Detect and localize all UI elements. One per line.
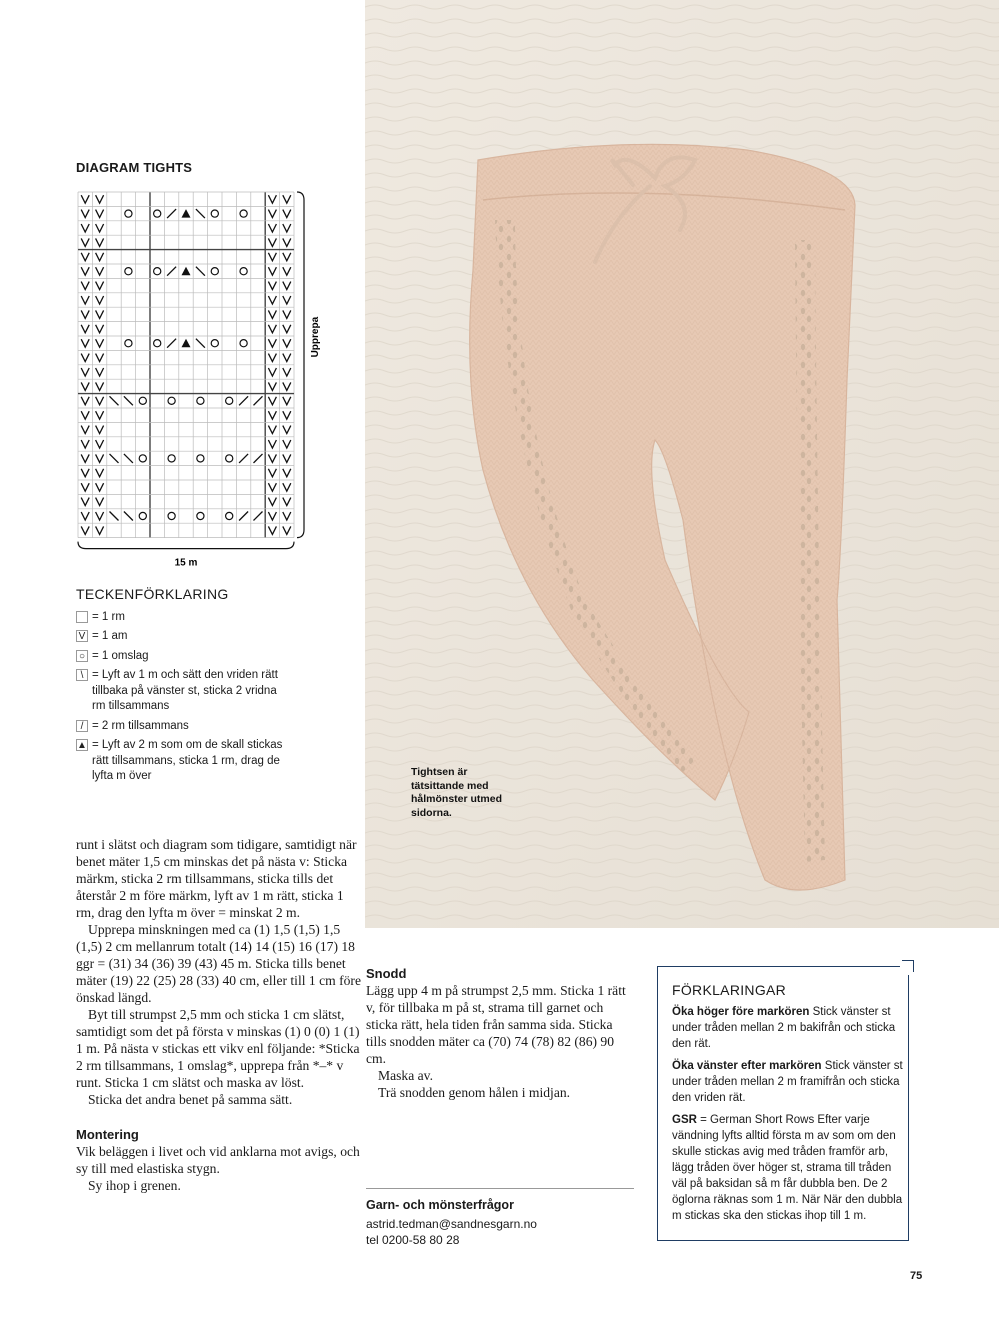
purl-symbol xyxy=(81,238,89,246)
purl-symbol xyxy=(96,354,104,362)
purl-symbol xyxy=(81,382,89,390)
purl-symbol xyxy=(96,325,104,333)
width-label: 15 m xyxy=(174,557,198,569)
purl-symbol xyxy=(283,483,291,491)
k2tog-symbol xyxy=(239,454,248,463)
purl-symbol xyxy=(81,411,89,419)
purl-symbol xyxy=(268,512,276,520)
purl-symbol xyxy=(81,440,89,448)
back-slash-icon: \ xyxy=(76,669,88,681)
yarnover-symbol xyxy=(197,455,204,462)
box-corner-fold xyxy=(902,960,914,972)
cdd-symbol xyxy=(182,339,191,348)
purl-symbol xyxy=(81,512,89,520)
purl-symbol xyxy=(283,411,291,419)
purl-symbol xyxy=(283,310,291,318)
montering-heading: Montering xyxy=(76,1127,139,1142)
purl-symbol xyxy=(283,296,291,304)
purl-symbol xyxy=(268,469,276,477)
v-mark-icon: V xyxy=(76,630,88,642)
cdd-symbol xyxy=(182,267,191,276)
yarnover-symbol xyxy=(240,268,247,275)
k2tog-symbol xyxy=(239,512,248,521)
yarnover-symbol xyxy=(139,512,146,519)
yarnover-symbol xyxy=(139,455,146,462)
explanation-item xyxy=(672,1004,904,1052)
purl-symbol xyxy=(268,282,276,290)
yarnover-symbol xyxy=(226,512,233,519)
legend-text: = 1 am xyxy=(92,630,128,642)
purl-symbol xyxy=(283,498,291,506)
purl-symbol xyxy=(268,238,276,246)
yarnover-symbol xyxy=(240,340,247,347)
purl-symbol xyxy=(96,310,104,318)
purl-symbol xyxy=(96,454,104,462)
purl-symbol xyxy=(96,483,104,491)
purl-symbol xyxy=(268,310,276,318)
circle-icon: ○ xyxy=(76,650,88,662)
purl-symbol xyxy=(96,469,104,477)
purl-symbol xyxy=(268,354,276,362)
yarnover-symbol xyxy=(211,268,218,275)
ssk-symbol xyxy=(196,209,205,218)
yarnover-symbol xyxy=(139,397,146,404)
purl-symbol xyxy=(81,253,89,261)
purl-symbol xyxy=(268,382,276,390)
legend-text: = Lyft av 1 m och sätt den vriden rätt tillbaka på vänster st, sticka 2 vridna rm tillsammans xyxy=(92,669,278,712)
purl-symbol xyxy=(81,397,89,405)
explanation-term: GSR xyxy=(672,1114,697,1126)
purl-symbol xyxy=(283,426,291,434)
paragraph: runt i slätst och diagram som tidigare, samtidigt när benet mäter 1,5 cm minskas det på nästa v: Sticka märkm, sticka 2 rm tillsammans, sticka tills det återstår 2 m före märkm, lyft av 1 m rätt, sticka 1 rm, drag den lyfta m över = minskat 2 m. xyxy=(76,837,357,920)
purl-symbol xyxy=(81,296,89,304)
purl-symbol xyxy=(268,325,276,333)
diagram-title: DIAGRAM TIGHTS xyxy=(76,160,193,175)
photo-caption: Tightsen är tätsittande med hålmönster utmed sidorna. xyxy=(411,766,503,819)
purl-symbol xyxy=(96,224,104,232)
yarnover-symbol xyxy=(154,340,161,347)
purl-symbol xyxy=(283,354,291,362)
purl-symbol xyxy=(268,195,276,203)
ssk-symbol xyxy=(124,396,133,405)
legend-text: = Lyft av 2 m som om de skall stickas rätt tillsammans, sticka 1 rm, drag de lyfta m över xyxy=(92,739,283,782)
yarnover-symbol xyxy=(226,397,233,404)
k2tog-symbol xyxy=(254,396,263,405)
purl-symbol xyxy=(81,195,89,203)
purl-symbol xyxy=(96,526,104,534)
k2tog-symbol xyxy=(167,339,176,348)
purl-symbol xyxy=(283,267,291,275)
yarnover-symbol xyxy=(168,455,175,462)
yarnover-symbol xyxy=(211,340,218,347)
purl-symbol xyxy=(81,368,89,376)
purl-symbol xyxy=(283,253,291,261)
k2tog-symbol xyxy=(167,267,176,276)
purl-symbol xyxy=(96,512,104,520)
k2tog-symbol xyxy=(254,454,263,463)
purl-symbol xyxy=(96,426,104,434)
yarnover-symbol xyxy=(211,210,218,217)
paragraph: Trä snodden genom hålen i midjan. xyxy=(378,1085,571,1100)
purl-symbol xyxy=(268,498,276,506)
explanations-content xyxy=(672,982,904,1230)
purl-symbol xyxy=(283,282,291,290)
purl-symbol xyxy=(283,210,291,218)
purl-symbol xyxy=(81,526,89,534)
k2tog-symbol xyxy=(239,396,248,405)
purl-symbol xyxy=(283,339,291,347)
page-number: 75 xyxy=(910,1270,923,1282)
purl-symbol xyxy=(283,195,291,203)
purl-symbol xyxy=(268,483,276,491)
ssk-symbol xyxy=(196,267,205,276)
purl-symbol xyxy=(81,426,89,434)
yarnover-symbol xyxy=(168,512,175,519)
k2tog-symbol xyxy=(254,512,263,521)
purl-symbol xyxy=(268,454,276,462)
purl-symbol xyxy=(96,397,104,405)
contact-title: Garn- och mönsterfrågor xyxy=(366,1198,514,1212)
purl-symbol xyxy=(81,282,89,290)
contact-phone: tel 0200-58 80 28 xyxy=(366,1233,460,1247)
legend-text: = 1 rm xyxy=(92,611,125,623)
purl-symbol xyxy=(283,368,291,376)
purl-symbol xyxy=(283,325,291,333)
paragraph: Lägg upp 4 m på strumpst 2,5 mm. Sticka 1 rätt v, för tillbaka m på st, strama till garnet och sticka rätt, hela tiden från samma sida. Sticka tills snodden mäter ca (70) 74 (78) 82 (86) 90 cm. xyxy=(366,983,626,1066)
purl-symbol xyxy=(268,526,276,534)
purl-symbol xyxy=(81,267,89,275)
instructions-column-2 xyxy=(366,965,636,1101)
paragraph: Byt till strumpst 2,5 mm och sticka 1 cm slätst, samtidigt som det på första v minskas (1) 0 (0) 1 (1) 1 m. På nästa v stickas ett vikv enl följande: *Sticka 2 rm tillsammans, 1 omslag*, upprepa från *–* v runt. Sticka 1 cm slätst och maska av löst. xyxy=(76,1007,360,1090)
purl-symbol xyxy=(268,296,276,304)
purl-symbol xyxy=(268,267,276,275)
purl-symbol xyxy=(268,339,276,347)
purl-symbol xyxy=(81,354,89,362)
paragraph: Vik beläggen i livet och vid anklarna mot avigs, och sy till med elastiska stygn. xyxy=(76,1144,360,1176)
purl-symbol xyxy=(268,253,276,261)
purl-symbol xyxy=(96,368,104,376)
purl-symbol xyxy=(283,469,291,477)
legend-text: = 1 omslag xyxy=(92,650,149,662)
empty-square-icon xyxy=(76,611,88,623)
purl-symbol xyxy=(268,411,276,419)
yarnover-symbol xyxy=(168,397,175,404)
explanation-term: Öka vänster efter markören xyxy=(672,1060,822,1072)
purl-symbol xyxy=(268,224,276,232)
purl-symbol xyxy=(81,498,89,506)
purl-symbol xyxy=(96,440,104,448)
width-bracket xyxy=(78,542,294,549)
paragraph: Sy ihop i grenen. xyxy=(88,1178,181,1193)
purl-symbol xyxy=(96,382,104,390)
purl-symbol xyxy=(81,210,89,218)
ssk-symbol xyxy=(124,512,133,521)
purl-symbol xyxy=(96,238,104,246)
purl-symbol xyxy=(283,224,291,232)
explanation-text: Stick vänster st under tråden mellan 2 m framifrån och sticka den vriden rät. xyxy=(672,1060,903,1104)
purl-symbol xyxy=(96,498,104,506)
k2tog-symbol xyxy=(167,209,176,218)
yarnover-symbol xyxy=(240,210,247,217)
purl-symbol xyxy=(96,296,104,304)
purl-symbol xyxy=(81,339,89,347)
purl-symbol xyxy=(81,469,89,477)
purl-symbol xyxy=(268,368,276,376)
yarnover-symbol xyxy=(125,268,132,275)
yarnover-symbol xyxy=(154,268,161,275)
purl-symbol xyxy=(283,454,291,462)
purl-symbol xyxy=(96,339,104,347)
yarnover-symbol xyxy=(197,512,204,519)
purl-symbol xyxy=(268,440,276,448)
purl-symbol xyxy=(81,224,89,232)
purl-symbol xyxy=(268,397,276,405)
purl-symbol xyxy=(96,253,104,261)
purl-symbol xyxy=(283,512,291,520)
cdd-symbol xyxy=(182,209,191,218)
repeat-label: Upprepa xyxy=(310,316,321,358)
purl-symbol xyxy=(268,426,276,434)
repeat-bracket xyxy=(297,192,304,538)
purl-symbol xyxy=(96,210,104,218)
knitting-chart xyxy=(60,180,350,575)
purl-symbol xyxy=(96,411,104,419)
explanation-text: = German Short Rows Efter varje vändning lyfts alltid första m av som om den skulle stickas avig med tråden framför arb, lägg tråden över höger st, strama till tråden väl på baksidan så m får dubbla ben. De 2 öglorna räknas som 1 m. När När den dubbla m stickas ska den stickas ihop till 1 m. xyxy=(672,1114,903,1222)
yarnover-symbol xyxy=(197,397,204,404)
ssk-symbol xyxy=(110,396,119,405)
yarnover-symbol xyxy=(154,210,161,217)
purl-symbol xyxy=(96,195,104,203)
ssk-symbol xyxy=(110,512,119,521)
explanation-item xyxy=(672,1058,904,1106)
paragraph: Maska av. xyxy=(378,1068,433,1083)
forward-slash-icon: / xyxy=(76,720,88,732)
explanation-term: Öka höger före markören xyxy=(672,1006,810,1018)
explanations-title: FÖRKLARINGAR xyxy=(672,982,787,998)
ssk-symbol xyxy=(124,454,133,463)
paragraph: Sticka det andra benet på samma sätt. xyxy=(88,1092,293,1107)
ssk-symbol xyxy=(196,339,205,348)
snodd-heading: Snodd xyxy=(366,966,407,981)
ssk-symbol xyxy=(110,454,119,463)
purl-symbol xyxy=(96,282,104,290)
yarnover-symbol xyxy=(125,210,132,217)
purl-symbol xyxy=(81,454,89,462)
purl-symbol xyxy=(283,526,291,534)
yarnover-symbol xyxy=(226,455,233,462)
purl-symbol xyxy=(283,440,291,448)
contact-block xyxy=(366,1188,634,1248)
purl-symbol xyxy=(283,397,291,405)
purl-symbol xyxy=(81,325,89,333)
paragraph: Upprepa minskningen med ca (1) 1,5 (1,5) 1,5 (1,5) 2 cm mellanrum totalt (14) 14 (15) 16 (17) 18 ggr = (31) 34 (36) 39 (43) 45 m. Sticka tills benet mäter (19) 22 (25) 28 (33) 40 cm, eller till 1 cm före önskad längd. xyxy=(76,922,361,1005)
explanation-item xyxy=(672,1112,904,1224)
purl-symbol xyxy=(283,238,291,246)
triangle-icon: ▲ xyxy=(77,740,87,751)
purl-symbol xyxy=(96,267,104,275)
legend-title: TECKENFÖRKLARING xyxy=(76,586,229,602)
yarnover-symbol xyxy=(125,340,132,347)
explanation-text: Stick vänster st under tråden mellan 2 m bakifrån och sticka den rät. xyxy=(672,1006,896,1050)
purl-symbol xyxy=(81,483,89,491)
purl-symbol xyxy=(268,210,276,218)
contact-email[interactable]: astrid.tedman@sandnesgarn.no xyxy=(366,1217,537,1231)
legend-text: = 2 rm tillsammans xyxy=(92,720,189,732)
purl-symbol xyxy=(283,382,291,390)
instructions-column-1 xyxy=(76,836,361,1194)
purl-symbol xyxy=(81,310,89,318)
